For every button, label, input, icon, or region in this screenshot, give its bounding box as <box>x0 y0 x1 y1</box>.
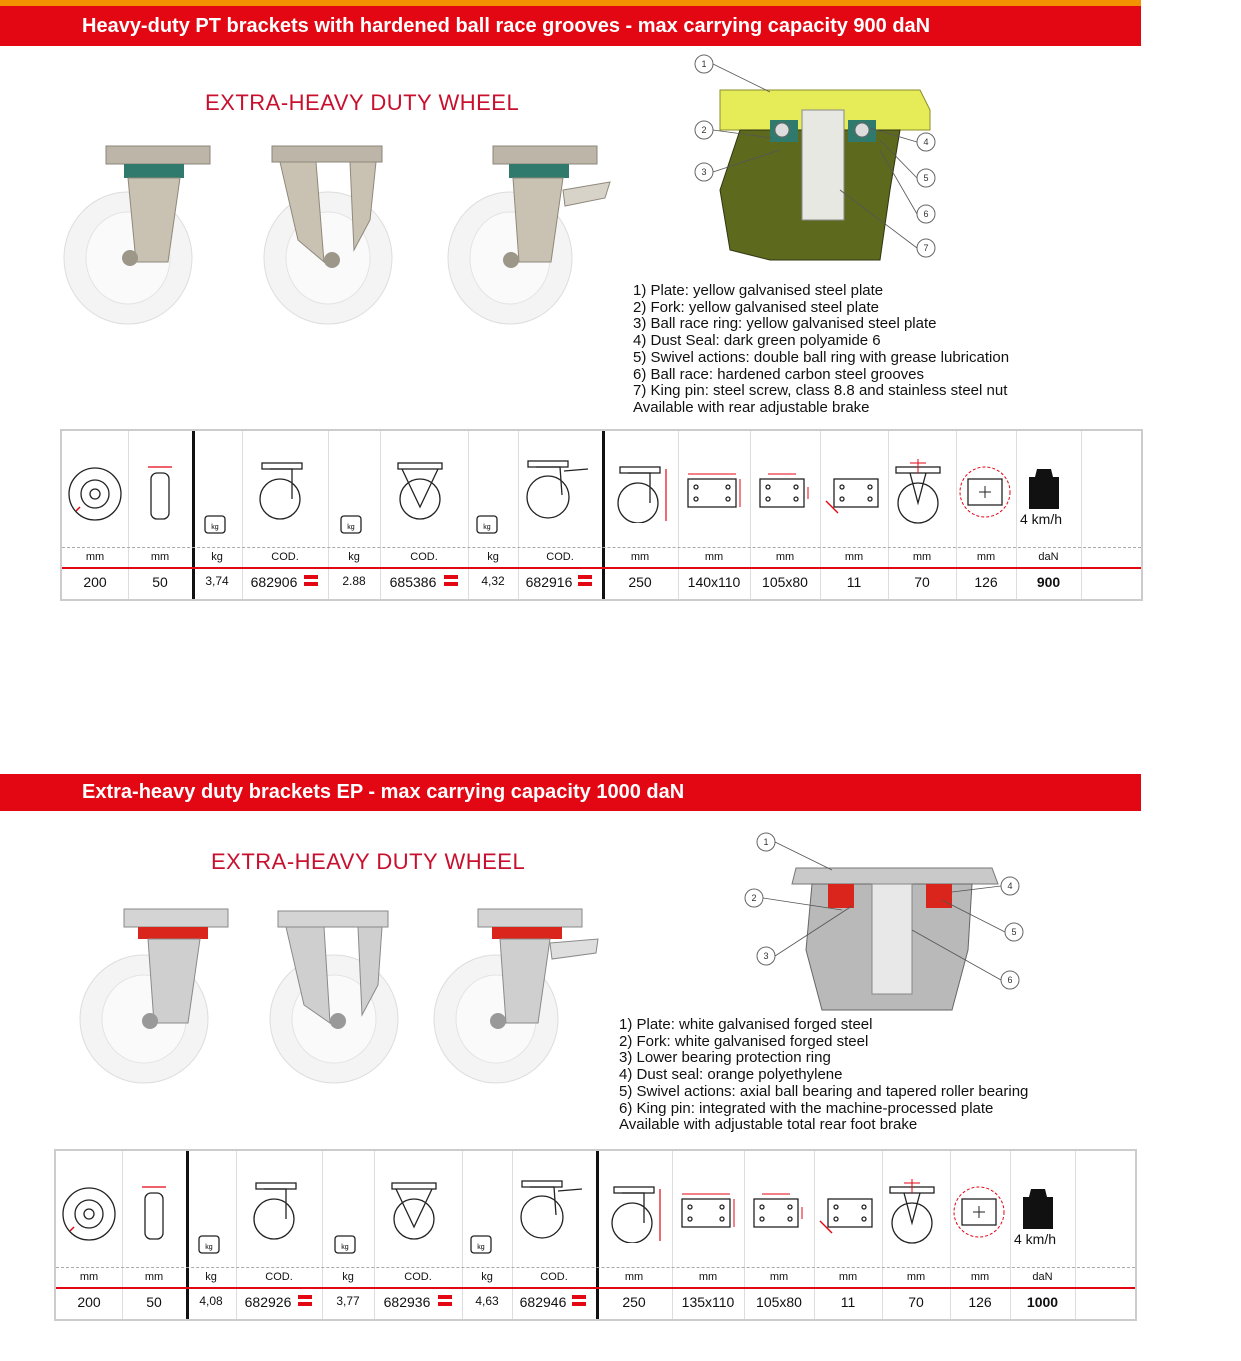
weight-icon <box>332 1231 358 1257</box>
table-cell: 105x80 <box>762 574 808 590</box>
table-unit-label: mm <box>906 1271 926 1283</box>
table-unit-label: mm <box>970 1271 990 1283</box>
table-unit-label: mm <box>704 551 724 563</box>
table-unit-label: mm <box>976 551 996 563</box>
table-unit-label: kg <box>481 1271 493 1283</box>
braked-caster-icon <box>518 455 598 521</box>
callout-4: 4 <box>923 137 929 147</box>
plate-size-icon <box>682 471 746 515</box>
product-code: 682916 <box>525 574 573 590</box>
table-unit-label: daN <box>1038 551 1059 563</box>
table-unit-label: mm <box>85 551 105 563</box>
weight-icon <box>338 511 364 537</box>
offset-icon <box>888 459 952 525</box>
table-unit-label: kg <box>211 551 223 563</box>
table-unit-label: kg <box>205 1271 217 1283</box>
table-unit-label: COD. <box>265 1271 293 1283</box>
offset-icon <box>882 1179 946 1245</box>
section1-subtitle: EXTRA-HEAVY DUTY WHEEL <box>205 90 520 115</box>
product-code: 685386 <box>389 574 437 590</box>
svg-text:kg: kg <box>211 524 219 531</box>
bolt-hole-diameter-icon <box>824 471 884 517</box>
section2-description: 1) Plate: white galvanised forged steel 2) Fork: white galvanised forged steel 3) Lower bearing protection ring 4) Dust seal: orange polyethylene 5) Swivel actions: axial ball bearing and tapered roller bearing 6) King pin: integrated with the machine-processed plate Available with adjustable total rear foot brake <box>619 1016 1029 1134</box>
table-cell: 3,77 <box>336 1294 360 1308</box>
section2-cutaway-diagram <box>742 830 1032 1015</box>
table-unit-label: mm <box>698 1271 718 1283</box>
callout-6: 6 <box>923 209 929 219</box>
svg-text:kg: kg <box>347 524 355 531</box>
callout-1: 1 <box>763 837 769 847</box>
table-unit-label: COD. <box>546 551 574 563</box>
table-cell: 11 <box>840 1294 856 1310</box>
wheel-width-icon <box>140 1183 170 1243</box>
table-cell: 70 <box>908 1294 924 1310</box>
svg-text:kg: kg <box>477 1244 485 1251</box>
speed-label: 4 km/h <box>1014 1231 1057 1247</box>
table-cell: 105x80 <box>756 1294 802 1310</box>
table-unit-label: mm <box>769 1271 789 1283</box>
load-weight-icon <box>1018 1185 1058 1233</box>
callout-6: 6 <box>1007 975 1013 985</box>
braked-wheel-image <box>430 905 602 1085</box>
braked-caster-icon <box>512 1175 592 1241</box>
wheel-diameter-icon <box>60 1185 118 1243</box>
austria-flag-icon <box>572 1295 586 1306</box>
table-unit-label: mm <box>838 1271 858 1283</box>
table-unit-label: daN <box>1032 1271 1053 1283</box>
fixed-wheel-image <box>258 140 398 325</box>
product-code: 682926 <box>244 1294 292 1310</box>
callout-1: 1 <box>701 59 707 69</box>
table-cell: 2.88 <box>342 574 366 588</box>
section2-spec-table <box>54 1149 1137 1321</box>
svg-text:kg: kg <box>483 524 491 531</box>
table-cell: 4,63 <box>475 1294 499 1308</box>
table-cell: 11 <box>846 574 862 590</box>
table-unit-label: mm <box>150 551 170 563</box>
product-code: 682946 <box>519 1294 567 1310</box>
weight-icon <box>196 1231 222 1257</box>
callout-4: 4 <box>1007 881 1013 891</box>
bolt-hole-diameter-icon <box>818 1191 878 1237</box>
swivel-caster-icon <box>246 1179 306 1241</box>
weight-icon <box>474 511 500 537</box>
table-cell: 250 <box>628 574 652 590</box>
table-cell: 50 <box>146 1294 162 1310</box>
overall-height-icon <box>604 1181 668 1243</box>
table-unit-label: mm <box>775 551 795 563</box>
section1-banner: Heavy-duty PT brackets with hardened ball race grooves - max carrying capacity 900 daN <box>0 6 1141 46</box>
table-cell: 126 <box>968 1294 992 1310</box>
fixed-caster-icon <box>384 1179 444 1241</box>
table-unit-label: COD. <box>404 1271 432 1283</box>
austria-flag-icon <box>444 575 458 586</box>
table-cell: 4,08 <box>199 1294 223 1308</box>
overall-height-icon <box>610 461 674 523</box>
section2-subtitle: EXTRA-HEAVY DUTY WHEEL <box>211 849 526 874</box>
braked-wheel-image <box>445 140 615 325</box>
plate-size-icon <box>676 1191 740 1235</box>
austria-flag-icon <box>438 1295 452 1306</box>
product-code: 682936 <box>383 1294 431 1310</box>
wheel-diameter-icon <box>66 465 124 523</box>
swivel-radius-icon <box>950 1185 1008 1239</box>
table-cell: 3,74 <box>205 574 229 588</box>
table-cell: 70 <box>914 574 930 590</box>
table-unit-label: mm <box>144 1271 164 1283</box>
callout-3: 3 <box>701 167 707 177</box>
callout-5: 5 <box>1011 927 1017 937</box>
svg-text:kg: kg <box>205 1244 213 1251</box>
table-unit-label: kg <box>342 1271 354 1283</box>
load-weight-icon <box>1024 465 1064 513</box>
table-unit-label: mm <box>624 1271 644 1283</box>
table-cell: 126 <box>974 574 998 590</box>
fixed-wheel-image <box>262 905 402 1085</box>
table-unit-label: mm <box>912 551 932 563</box>
table-cell: 140x110 <box>687 574 741 590</box>
swivel-radius-icon <box>956 465 1014 519</box>
callout-7: 7 <box>923 243 929 253</box>
svg-text:kg: kg <box>341 1244 349 1251</box>
table-unit-label: mm <box>844 551 864 563</box>
speed-label: 4 km/h <box>1020 511 1063 527</box>
weight-icon <box>202 511 228 537</box>
swivel-caster-icon <box>252 459 312 521</box>
austria-flag-icon <box>304 575 318 586</box>
weight-icon <box>468 1231 494 1257</box>
table-unit-label: COD. <box>540 1271 568 1283</box>
section1-description: 1) Plate: yellow galvanised steel plate 2) Fork: yellow galvanised steel plate 3) Ball race ring: yellow galvanised steel plate 4) Dust Seal: dark green polyamide 6 5) Swivel actions: double ball ring with grease lubrication 6) Ball race: hardened carbon steel grooves 7) King pin: steel screw, class 8.8 and stainless steel nut Available with rear adjustable brake <box>633 282 1010 416</box>
callout-5: 5 <box>923 173 929 183</box>
callout-2: 2 <box>751 893 757 903</box>
table-cell: 1000 <box>1026 1294 1059 1310</box>
wheel-width-icon <box>146 463 176 523</box>
table-cell: 200 <box>83 574 107 590</box>
swivel-wheel-image <box>68 905 238 1085</box>
table-unit-label: COD. <box>271 551 299 563</box>
table-unit-label: kg <box>348 551 360 563</box>
product-code: 682906 <box>250 574 298 590</box>
austria-flag-icon <box>298 1295 312 1306</box>
section1-cutaway-diagram <box>690 50 950 270</box>
table-cell: 250 <box>622 1294 646 1310</box>
table-cell: 900 <box>1036 574 1061 590</box>
bolt-hole-spacing-icon <box>754 471 816 515</box>
austria-flag-icon <box>578 575 592 586</box>
table-unit-label: kg <box>487 551 499 563</box>
table-cell: 50 <box>152 574 168 590</box>
table-cell: 200 <box>77 1294 101 1310</box>
section2-banner: Extra-heavy duty brackets EP - max carrying capacity 1000 daN <box>0 774 1141 811</box>
callout-2: 2 <box>701 125 707 135</box>
table-unit-label: COD. <box>410 551 438 563</box>
callout-3: 3 <box>763 951 769 961</box>
table-unit-label: mm <box>79 1271 99 1283</box>
section1-spec-table <box>60 429 1143 601</box>
table-cell: 135x110 <box>681 1294 735 1310</box>
table-cell: 4,32 <box>481 574 505 588</box>
fixed-caster-icon <box>390 459 450 521</box>
bolt-hole-spacing-icon <box>748 1191 810 1235</box>
table-unit-label: mm <box>630 551 650 563</box>
swivel-wheel-image <box>58 140 218 325</box>
